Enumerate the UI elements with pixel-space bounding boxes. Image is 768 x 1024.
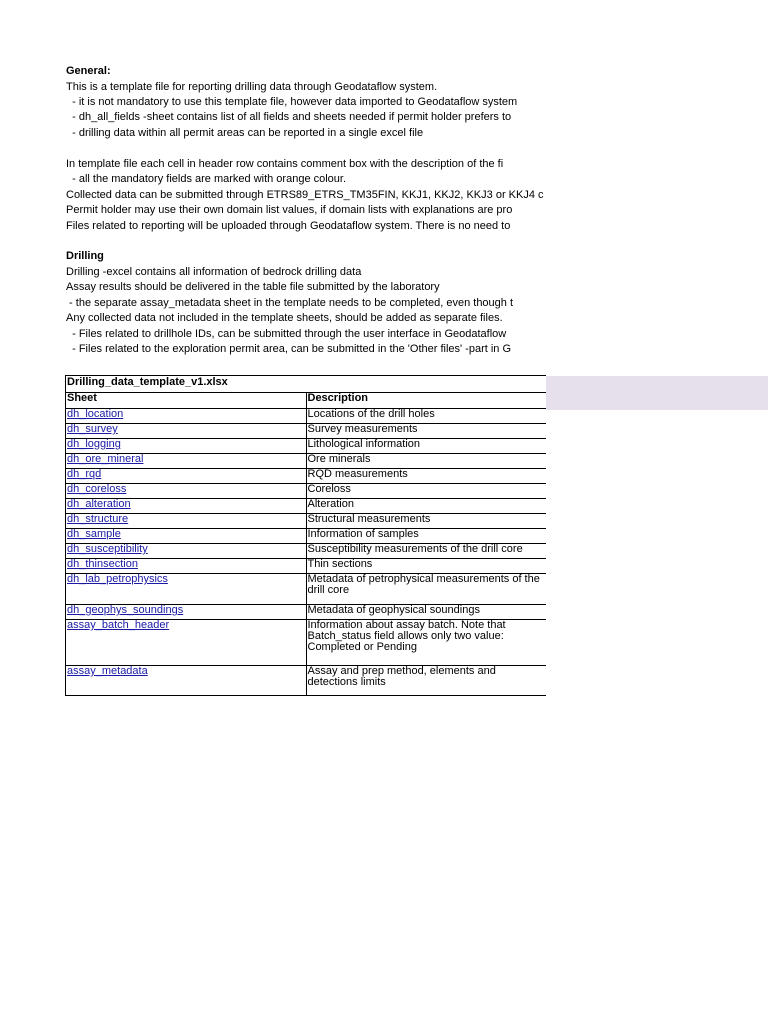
sheet-description: Information about assay batch. Note that Batch_status field allows only two value: Completed or Pending	[306, 620, 546, 666]
sheet-description: Ore minerals	[306, 454, 546, 469]
sheet-link-dh-rqd[interactable]: dh_rqd	[67, 468, 102, 480]
table-row	[66, 439, 547, 454]
sheet-link-dh-lab-petrophysics[interactable]: dh_lab_petrophysics	[67, 573, 168, 585]
sheet-link-dh-logging[interactable]: dh_logging	[67, 438, 121, 450]
sheet-description: Alteration	[306, 499, 546, 514]
sheet-description: Survey measurements	[306, 424, 546, 439]
drilling-line: Drilling -excel contains all information of bedrock drilling data	[66, 266, 362, 278]
table-row	[66, 574, 547, 605]
sheet-description: Metadata of geophysical soundings	[306, 605, 546, 620]
sheet-description: Assay and prep method, elements and detections limits	[306, 666, 546, 696]
sheet-link-assay-metadata[interactable]: assay_metadata	[67, 665, 148, 677]
intro-line: Collected data can be submitted through ETRS89_ETRS_TM35FIN, KKJ1, KKJ2, KKJ3 or KKJ4 c	[66, 189, 544, 201]
table-row	[66, 620, 547, 666]
drilling-line: - Files related to drillhole IDs, can be submitted through the user interface in Geodataflow	[66, 328, 507, 340]
drilling-line: Any collected data not included in the template sheets, should be added as separate files.	[66, 312, 503, 324]
sheet-description: Susceptibility measurements of the drill core	[306, 544, 546, 559]
intro-line: Files related to reporting will be uploaded through Geodataflow system. There is no need to	[66, 220, 511, 232]
sheet-description: Information of samples	[306, 529, 546, 544]
sheet-link-dh-susceptibility[interactable]: dh_susceptibility	[67, 543, 148, 555]
table-row	[66, 499, 547, 514]
sheet-description: Metadata of petrophysical measurements of the drill core	[306, 574, 546, 605]
sheet-link-dh-location[interactable]: dh_location	[67, 408, 124, 420]
table-row	[66, 559, 547, 574]
table-row	[66, 454, 547, 469]
intro-line: This is a template file for reporting drilling data through Geodataflow system.	[66, 81, 438, 93]
sheet-link-dh-sample[interactable]: dh_sample	[67, 528, 121, 540]
intro-line: Permit holder may use their own domain list values, if domain lists with explanations are pro	[66, 204, 513, 216]
table-row	[66, 529, 547, 544]
table-title: Drilling_data_template_v1.xlsx	[66, 376, 547, 393]
sheet-link-assay-batch-header[interactable]: assay_batch_header	[67, 619, 170, 631]
sheet-description: RQD measurements	[306, 469, 546, 484]
sheet-link-dh-survey[interactable]: dh_survey	[67, 423, 118, 435]
sheet-link-dh-ore-mineral[interactable]: dh_ore_mineral	[67, 453, 144, 465]
intro-line: In template file each cell in header row contains comment box with the description of the fi	[66, 158, 504, 170]
table-row	[66, 409, 547, 424]
sheet-description: Structural measurements	[306, 514, 546, 529]
drilling-line: - Files related to the exploration permit area, can be submitted in the 'Other files' -part in G	[66, 343, 512, 355]
general-heading: General:	[66, 65, 111, 77]
intro-line: - all the mandatory fields are marked with orange colour.	[66, 173, 347, 185]
sheet-description: Thin sections	[306, 559, 546, 574]
drilling-heading: Drilling	[66, 250, 104, 262]
intro-line: - it is not mandatory to use this template file, however data imported to Geodataflow system	[66, 96, 518, 108]
table-row	[66, 605, 547, 620]
table-row	[66, 424, 547, 439]
sheet-link-dh-geophys-soundings[interactable]: dh_geophys_soundings	[67, 604, 184, 616]
sheet-link-dh-structure[interactable]: dh_structure	[67, 513, 129, 525]
sheet-description: Lithological information	[306, 439, 546, 454]
column-header-sheet: Sheet	[66, 393, 307, 409]
drilling-line: - the separate assay_metadata sheet in the template needs to be completed, even though t	[66, 297, 514, 309]
table-header-row	[66, 393, 547, 409]
sheet-link-dh-thinsection[interactable]: dh_thinsection	[67, 558, 138, 570]
table-row	[66, 544, 547, 559]
sheet-index-table	[65, 375, 546, 696]
drilling-line: Assay results should be delivered in the table file submitted by the laboratory	[66, 281, 440, 293]
table-row	[66, 484, 547, 499]
table-row	[66, 469, 547, 484]
column-header-description: Description	[306, 393, 546, 409]
sheet-link-dh-coreloss[interactable]: dh_coreloss	[67, 483, 127, 495]
table-row	[66, 666, 547, 696]
sheet-link-dh-alteration[interactable]: dh_alteration	[67, 498, 131, 510]
intro-line: - dh_all_fields -sheet contains list of all fields and sheets needed if permit holder prefers to	[66, 111, 512, 123]
sheet-description: Locations of the drill holes	[306, 409, 546, 424]
highlighted-row-band	[546, 376, 768, 410]
intro-line: - drilling data within all permit areas can be reported in a single excel file	[66, 127, 424, 139]
sheet-description: Coreloss	[306, 484, 546, 499]
table-row	[66, 514, 547, 529]
